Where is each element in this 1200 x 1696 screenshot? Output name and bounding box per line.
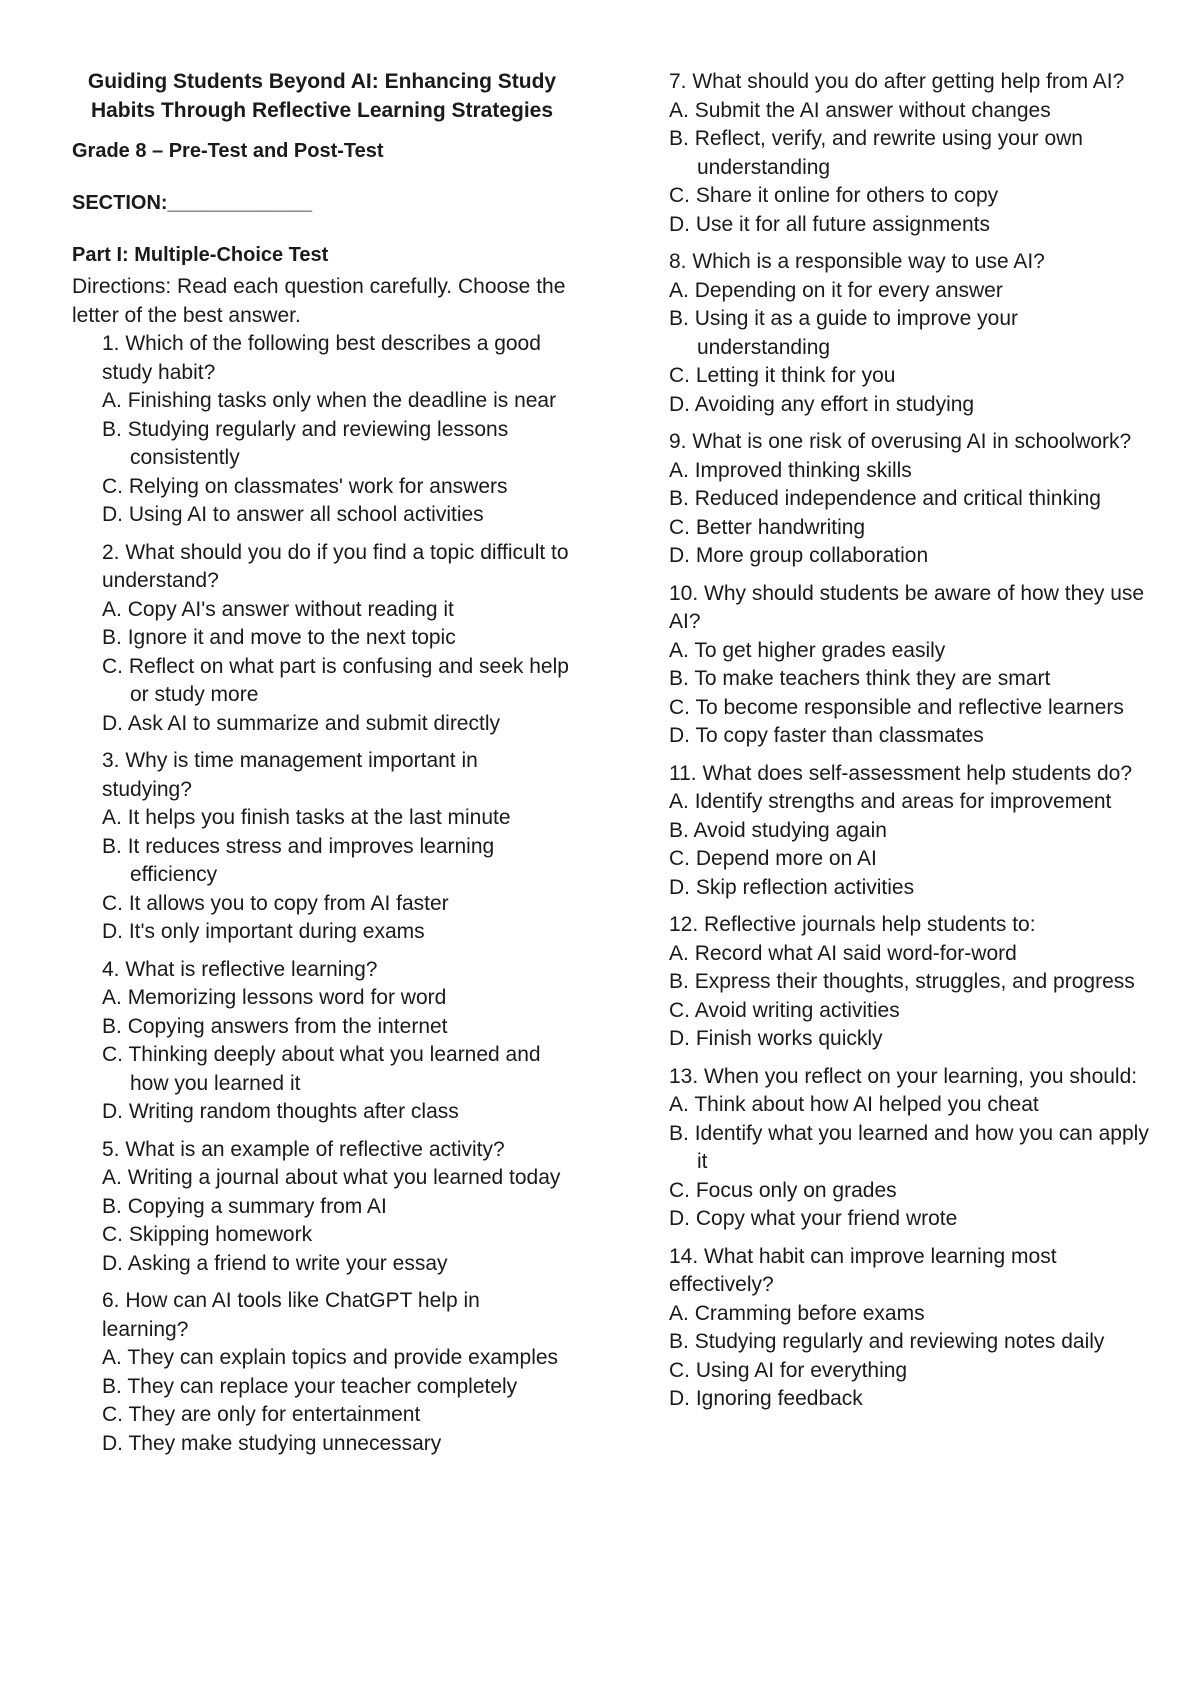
option-text: It allows you to copy from AI faster	[128, 891, 449, 915]
option-text: They are only for entertainment	[128, 1403, 421, 1426]
option-text: Focus only on grades	[695, 1178, 897, 1202]
part-heading: Part I: Multiple-Choice Test	[72, 244, 329, 266]
option-text: Reflect, verify, and rewrite using your own understanding	[694, 127, 1083, 179]
question-item	[102, 1136, 572, 1279]
answer-option	[102, 890, 572, 919]
question-text: 7. What should you do after getting help from AI?	[669, 70, 1125, 93]
question-text: 8. Which is a responsible way to use AI?	[669, 250, 1045, 273]
question-text: 1. Which of the following best describes a good study habit?	[102, 332, 541, 384]
option-text: It's only important during exams	[128, 920, 425, 943]
option-text: Skip reflection activities	[695, 875, 915, 899]
answer-option	[669, 391, 1149, 420]
option-text: Share it online for others to copy	[695, 184, 999, 207]
option-text: Asking a friend to write your essay	[127, 1251, 448, 1275]
option-letter: A.	[669, 1301, 689, 1325]
option-letter: D.	[669, 212, 690, 236]
option-letter: A.	[102, 597, 122, 621]
option-text: Ask AI to summarize and submit directly	[127, 711, 500, 735]
option-letter: C.	[669, 184, 690, 207]
option-text: To become responsible and reflective learners	[695, 695, 1124, 719]
option-letter: C.	[669, 695, 690, 719]
option-text: Identify what you learned and how you can apply it	[694, 1121, 1149, 1173]
option-letter: A.	[669, 1093, 689, 1116]
option-text: Avoid studying again	[693, 818, 887, 842]
option-letter: B.	[669, 1330, 689, 1353]
option-letter: D.	[102, 920, 123, 943]
answer-option	[669, 722, 1149, 751]
option-text: It helps you finish tasks at the last minute	[127, 806, 511, 829]
option-letter: C.	[102, 1403, 123, 1426]
section-line: SECTION:_____________	[72, 192, 313, 214]
question-item	[669, 428, 1149, 571]
question-item	[669, 1243, 1149, 1414]
option-letter: D.	[102, 711, 123, 735]
option-text: Using AI to answer all school activities	[128, 503, 484, 526]
answer-option	[669, 997, 1149, 1026]
option-letter: B.	[669, 127, 689, 150]
option-text: Memorizing lessons word for word	[127, 986, 447, 1009]
answer-option	[669, 940, 1149, 969]
answer-option	[669, 542, 1149, 571]
option-text: Copying a summary from AI	[127, 1194, 387, 1218]
option-letter: D.	[669, 1387, 690, 1410]
option-letter: A.	[669, 790, 689, 813]
option-text: Finish works quickly	[695, 1027, 883, 1050]
answer-option	[102, 1401, 572, 1430]
option-letter: D.	[669, 724, 690, 747]
answer-option	[102, 984, 572, 1013]
option-letter: B.	[102, 834, 122, 858]
option-letter: D.	[102, 1251, 123, 1275]
answer-option	[102, 1013, 572, 1042]
option-letter: C.	[102, 1043, 123, 1066]
answer-option	[102, 1250, 572, 1279]
question-item	[102, 330, 572, 530]
option-letter: C.	[102, 1223, 123, 1246]
option-text: Think about how AI helped you cheat	[694, 1093, 1039, 1116]
option-text: They can replace your teacher completely	[127, 1374, 518, 1398]
answer-option	[102, 833, 572, 890]
answer-option	[102, 710, 572, 739]
option-text: Ignore it and move to the next topic	[127, 626, 456, 649]
option-letter: A.	[669, 638, 689, 662]
option-text: To copy faster than classmates	[695, 724, 984, 747]
option-letter: D.	[669, 544, 690, 567]
question-list-right	[669, 68, 1149, 1414]
option-text: Studying regularly and reviewing lessons consistently	[127, 417, 509, 469]
question-item	[669, 1063, 1149, 1234]
question-item	[102, 956, 572, 1127]
answer-option	[102, 624, 572, 653]
question-text: 13. When you reflect on your learning, you should:	[669, 1064, 1138, 1088]
answer-option	[669, 277, 1149, 306]
question-text: 6. How can AI tools like ChatGPT help in learning?	[102, 1289, 480, 1341]
option-letter: C.	[102, 654, 123, 678]
option-text: Letting it think for you	[695, 364, 896, 387]
question-item	[669, 760, 1149, 903]
answer-option	[669, 845, 1149, 874]
answer-option	[669, 514, 1149, 543]
answer-option	[669, 305, 1149, 362]
answer-option	[669, 874, 1149, 903]
answer-option	[669, 788, 1149, 817]
answer-option	[102, 473, 572, 502]
answer-option	[669, 1177, 1149, 1206]
option-letter: B.	[669, 487, 689, 510]
question-text: 14. What habit can improve learning most effectively?	[669, 1244, 1057, 1296]
answer-option	[669, 1385, 1149, 1414]
left-column	[72, 68, 572, 1467]
answer-option	[669, 817, 1149, 846]
answer-option	[669, 1328, 1149, 1357]
option-text: It reduces stress and improves learning efficiency	[127, 834, 495, 886]
answer-option	[669, 125, 1149, 182]
answer-option	[669, 182, 1149, 211]
option-text: Reflect on what part is confusing and seek help or study more	[128, 654, 569, 706]
option-text: Record what AI said word-for-word	[694, 941, 1017, 965]
option-letter: B.	[102, 417, 122, 441]
question-item	[669, 68, 1149, 239]
answer-option	[102, 1164, 572, 1193]
option-text: They can explain topics and provide examples	[127, 1346, 559, 1369]
answer-option	[102, 1098, 572, 1127]
option-letter: B.	[102, 1374, 122, 1398]
option-letter: B.	[102, 1014, 122, 1038]
option-letter: C.	[669, 998, 690, 1022]
answer-option	[102, 1373, 572, 1402]
option-text: Reduced independence and critical thinking	[694, 487, 1101, 510]
answer-option	[669, 1205, 1149, 1234]
option-letter: A.	[669, 98, 689, 122]
option-letter: D.	[669, 1207, 690, 1230]
option-text: Express their thoughts, struggles, and progress	[694, 970, 1135, 993]
answer-option	[102, 918, 572, 947]
option-text: Better handwriting	[695, 515, 866, 539]
option-letter: C.	[102, 891, 123, 915]
document-title: Guiding Students Beyond AI: Enhancing Study Habits Through Reflective Learning Strategies	[87, 70, 557, 122]
option-text: Skipping homework	[128, 1223, 313, 1246]
option-text: Writing random thoughts after class	[128, 1100, 459, 1123]
answer-option	[102, 596, 572, 625]
question-text: 12. Reflective journals help students to:	[669, 913, 1036, 936]
option-letter: A.	[102, 806, 122, 829]
question-text: 5. What is an example of reflective activity?	[102, 1137, 505, 1161]
option-letter: D.	[669, 392, 690, 416]
answer-option	[669, 968, 1149, 997]
option-letter: A.	[102, 1346, 122, 1369]
option-letter: B.	[102, 1194, 122, 1218]
option-text: Improved thinking skills	[694, 458, 912, 482]
answer-option	[669, 694, 1149, 723]
answer-option	[102, 1193, 572, 1222]
option-text: Relying on classmates' work for answers	[128, 474, 508, 498]
option-letter: B.	[669, 818, 689, 842]
question-text: 11. What does self-assessment help students do?	[669, 761, 1133, 785]
option-letter: C.	[669, 1358, 690, 1382]
option-text: Avoiding any effort in studying	[694, 392, 975, 416]
option-text: Using AI for everything	[695, 1358, 908, 1382]
option-text: Using it as a guide to improve your understanding	[694, 307, 1019, 359]
answer-option	[102, 1430, 572, 1459]
option-text: Depending on it for every answer	[694, 278, 1003, 302]
option-letter: D.	[669, 875, 690, 899]
option-letter: C.	[669, 515, 690, 539]
answer-option	[669, 665, 1149, 694]
question-text: 3. Why is time management important in studying?	[102, 749, 478, 801]
answer-option	[669, 1025, 1149, 1054]
answer-option	[669, 97, 1149, 126]
option-letter: C.	[669, 364, 690, 387]
option-letter: D.	[102, 1431, 123, 1455]
option-letter: A.	[102, 389, 122, 412]
option-text: Thinking deeply about what you learned and how you learned it	[128, 1043, 541, 1095]
option-letter: A.	[669, 278, 689, 302]
question-item	[102, 747, 572, 947]
answer-option	[669, 362, 1149, 391]
option-text: Depend more on AI	[695, 847, 877, 870]
question-item	[102, 1287, 572, 1458]
answer-option	[102, 1041, 572, 1098]
option-letter: D.	[102, 503, 123, 526]
option-letter: A.	[669, 458, 689, 482]
directions-text: Directions: Read each question carefully. Choose the letter of the best answer.	[72, 275, 566, 327]
option-text: More group collaboration	[695, 544, 929, 567]
option-text: Finishing tasks only when the deadline is near	[127, 389, 557, 412]
answer-option	[102, 1344, 572, 1373]
option-letter: B.	[102, 626, 122, 649]
option-text: Cramming before exams	[694, 1301, 925, 1325]
option-text: Copy AI's answer without reading it	[127, 597, 454, 621]
option-text: Studying regularly and reviewing notes daily	[694, 1330, 1105, 1353]
answer-option	[669, 1120, 1149, 1177]
option-text: To get higher grades easily	[694, 638, 946, 662]
answer-option	[102, 1221, 572, 1250]
right-column	[669, 68, 1149, 1423]
answer-option	[102, 501, 572, 530]
question-item	[102, 539, 572, 739]
option-letter: D.	[102, 1100, 123, 1123]
option-letter: A.	[102, 986, 122, 1009]
option-text: Use it for all future assignments	[695, 212, 990, 236]
answer-option	[102, 387, 572, 416]
option-text: Identify strengths and areas for improvement	[694, 790, 1112, 813]
answer-option	[669, 1300, 1149, 1329]
option-text: Avoid writing activities	[694, 998, 900, 1022]
option-letter: B.	[669, 1121, 689, 1145]
question-text: 9. What is one risk of overusing AI in schoolwork?	[669, 430, 1132, 453]
answer-option	[102, 804, 572, 833]
option-letter: A.	[669, 941, 689, 965]
answer-option	[669, 637, 1149, 666]
question-item	[669, 911, 1149, 1054]
question-text: 2. What should you do if you find a topic difficult to understand?	[102, 540, 569, 592]
answer-option	[102, 416, 572, 473]
option-text: Ignoring feedback	[695, 1387, 863, 1410]
answer-option	[669, 457, 1149, 486]
option-text: Copy what your friend wrote	[695, 1207, 958, 1230]
question-item	[669, 248, 1149, 419]
answer-option	[102, 653, 572, 710]
option-letter: B.	[669, 970, 689, 993]
option-letter: C.	[669, 847, 690, 870]
option-letter: C.	[669, 1178, 690, 1202]
answer-option	[669, 1091, 1149, 1120]
question-text: 4. What is reflective learning?	[102, 957, 378, 981]
grade-heading: Grade 8 – Pre-Test and Post-Test	[72, 140, 384, 162]
question-list-left	[102, 330, 572, 1458]
option-letter: C.	[102, 474, 123, 498]
option-text: They make studying unnecessary	[128, 1431, 442, 1455]
option-text: Submit the AI answer without changes	[694, 98, 1051, 122]
option-text: Writing a journal about what you learned today	[127, 1166, 561, 1189]
option-letter: A.	[102, 1166, 122, 1189]
question-text: 10. Why should students be aware of how they use AI?	[669, 581, 1145, 633]
option-text: Copying answers from the internet	[127, 1014, 448, 1038]
option-text: To make teachers think they are smart	[694, 667, 1051, 690]
answer-option	[669, 211, 1149, 240]
answer-option	[669, 1357, 1149, 1386]
option-letter: B.	[669, 307, 689, 330]
answer-option	[669, 485, 1149, 514]
option-letter: B.	[669, 667, 689, 690]
option-letter: D.	[669, 1027, 690, 1050]
question-item	[669, 580, 1149, 751]
